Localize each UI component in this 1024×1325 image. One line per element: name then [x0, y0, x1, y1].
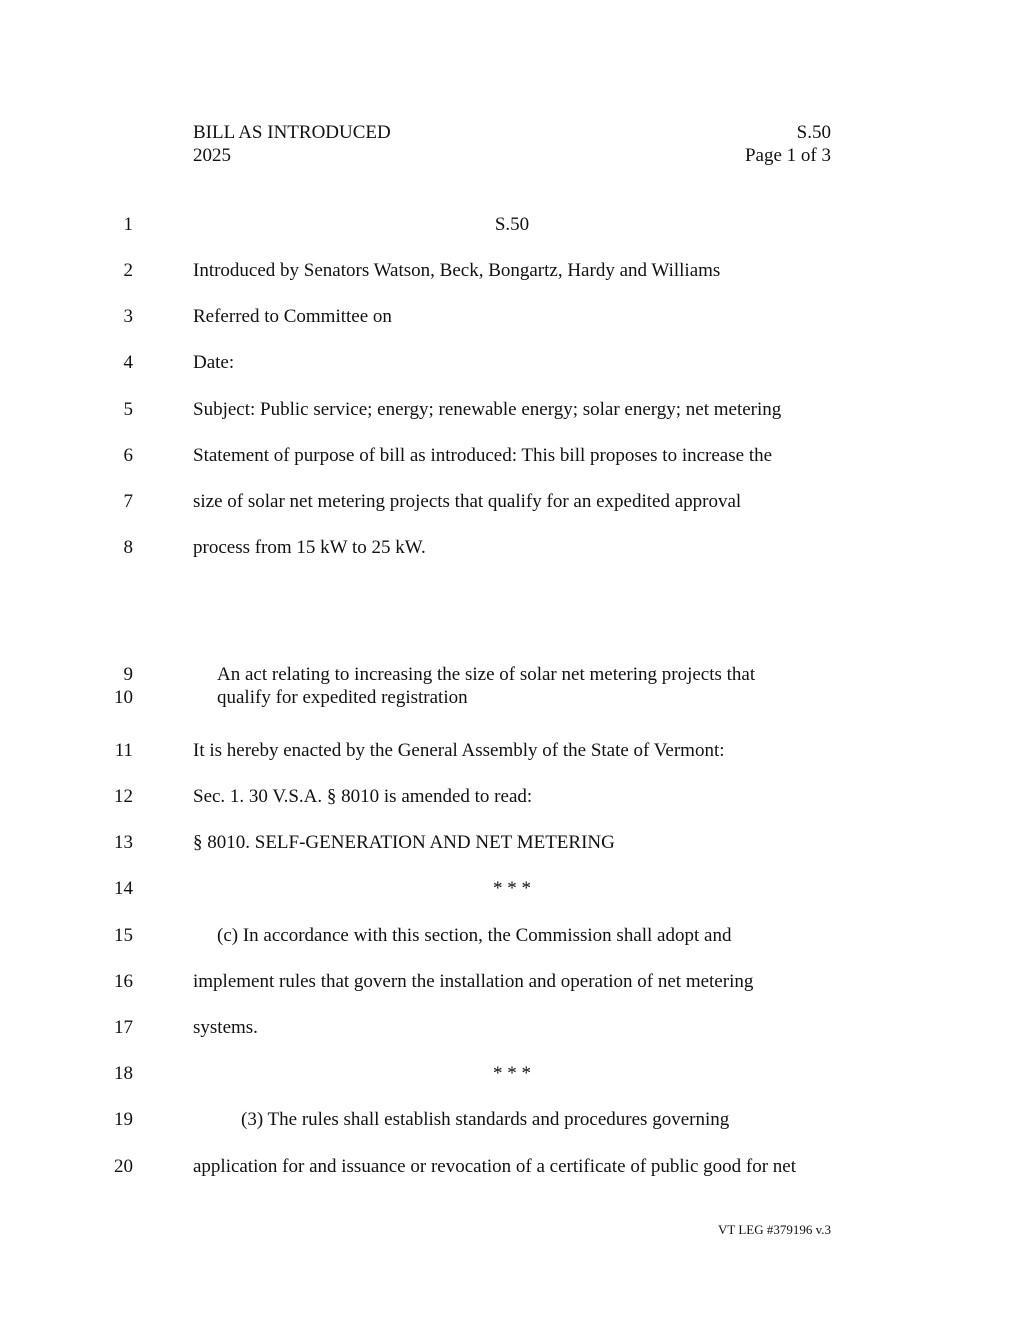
- line-16: [100, 970, 831, 994]
- statute-text: (3) The rules shall establish standards and procedures governing: [241, 1109, 730, 1130]
- line-number: 20: [114, 1156, 133, 1177]
- line-8: [100, 536, 831, 560]
- bill-number: S.50: [796, 122, 831, 143]
- line-number: 3: [123, 306, 133, 327]
- document-id: VT LEG #379196 v.3: [717, 1222, 831, 1237]
- act-title: An act relating to increasing the size of solar net metering projects that: [217, 664, 756, 685]
- line-19: [100, 1108, 831, 1132]
- bill-status: BILL AS INTRODUCED: [193, 122, 391, 143]
- omission-marker: * * *: [493, 1063, 531, 1084]
- statute-text: implement rules that govern the installation and operation of net metering: [193, 971, 754, 992]
- line-14: [100, 877, 831, 901]
- page-indicator: Page 1 of 3: [744, 145, 831, 166]
- line-9: [100, 663, 831, 687]
- statement-of-purpose: Statement of purpose of bill as introduced: This bill proposes to increase the: [193, 445, 773, 466]
- line-number: 10: [114, 687, 133, 708]
- statement-of-purpose: process from 15 kW to 25 kW.: [193, 537, 426, 558]
- line-number: 15: [114, 925, 133, 946]
- line-13: [100, 831, 831, 855]
- line-1: [100, 213, 831, 237]
- line-number: 18: [114, 1063, 133, 1084]
- line-5: [100, 398, 831, 422]
- line-3: [100, 305, 831, 329]
- line-number: 1: [123, 214, 133, 235]
- line-number: 14: [114, 878, 133, 899]
- line-number: 2: [123, 260, 133, 281]
- line-11: [100, 739, 831, 763]
- line-number: 16: [114, 971, 133, 992]
- line-number: 19: [114, 1109, 133, 1130]
- section-heading: Sec. 1. 30 V.S.A. § 8010 is amended to read:: [193, 786, 533, 807]
- line-10: [100, 686, 831, 710]
- introduced-by: Introduced by Senators Watson, Beck, Bongartz, Hardy and Williams: [193, 260, 721, 281]
- omission-marker: * * *: [493, 878, 531, 899]
- header-left: [193, 121, 391, 167]
- line-number: 7: [123, 491, 133, 512]
- line-15: [100, 924, 831, 948]
- act-title: qualify for expedited registration: [217, 687, 468, 708]
- line-7: [100, 490, 831, 514]
- line-number: 11: [114, 740, 133, 761]
- line-number: 6: [123, 445, 133, 466]
- line-4: [100, 351, 831, 375]
- enacting-clause: It is hereby enacted by the General Assembly of the State of Vermont:: [193, 740, 725, 761]
- statement-of-purpose: size of solar net metering projects that qualify for an expedited approval: [193, 491, 742, 512]
- statute-text: systems.: [193, 1017, 258, 1038]
- line-2: [100, 259, 831, 283]
- bill-title-number: S.50: [494, 214, 530, 235]
- statute-text: (c) In accordance with this section, the Commission shall adopt and: [217, 925, 732, 946]
- line-number: 4: [123, 352, 133, 373]
- date-line: Date:: [193, 352, 235, 373]
- line-number: 17: [114, 1017, 133, 1038]
- referred-to: Referred to Committee on: [193, 306, 392, 327]
- line-18: [100, 1062, 831, 1086]
- line-20: [100, 1155, 831, 1179]
- line-number: 5: [123, 399, 133, 420]
- line-number: 13: [114, 832, 133, 853]
- line-number: 12: [114, 786, 133, 807]
- line-17: [100, 1016, 831, 1040]
- header-right: [745, 121, 831, 167]
- line-12: [100, 785, 831, 809]
- subject-line: Subject: Public service; energy; renewable energy; solar energy; net metering: [193, 399, 782, 420]
- line-number: 8: [123, 537, 133, 558]
- line-6: [100, 444, 831, 468]
- line-number: 9: [123, 664, 133, 685]
- statute-text: application for and issuance or revocation of a certificate of public good for net: [193, 1156, 797, 1177]
- bill-year: 2025: [193, 145, 231, 166]
- statute-heading: § 8010. SELF-GENERATION AND NET METERING: [193, 832, 615, 853]
